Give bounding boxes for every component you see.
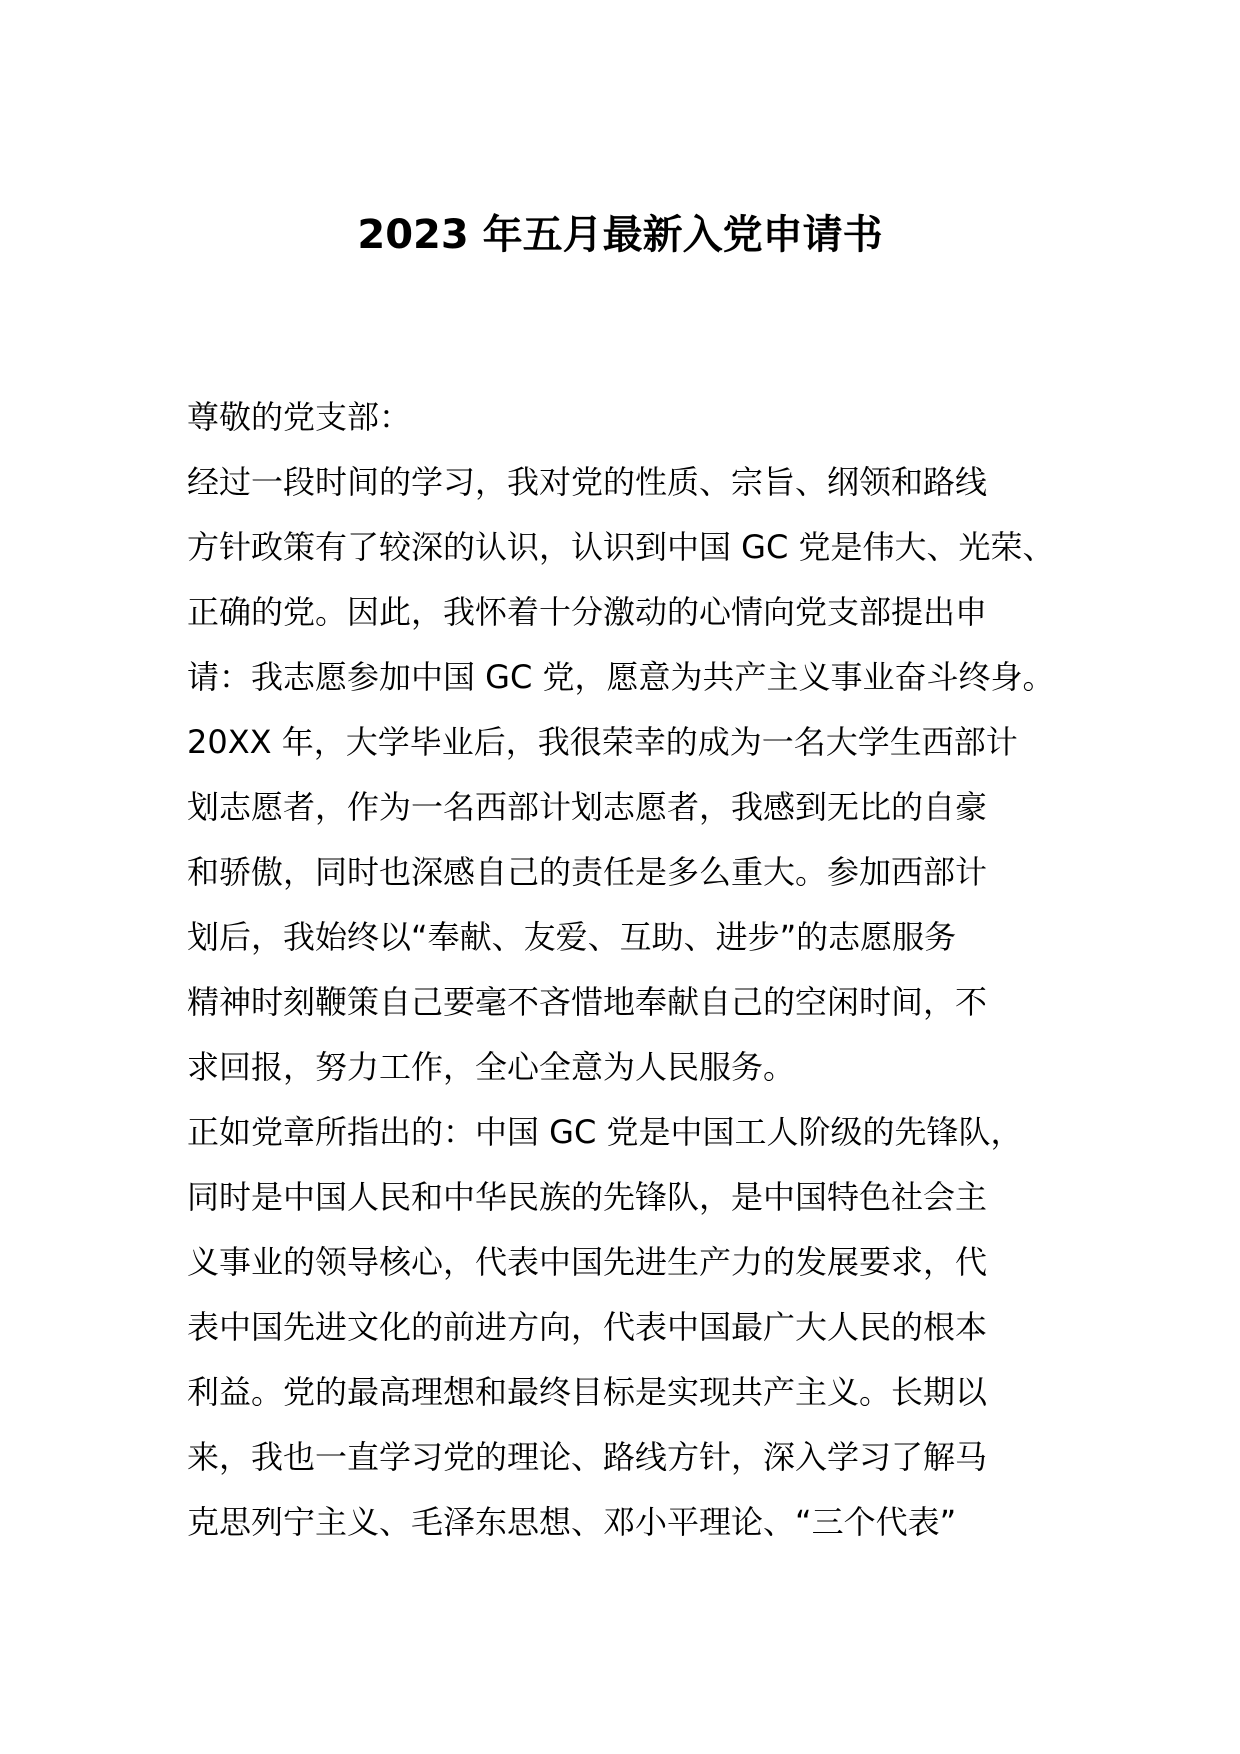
body-line: 正确的党。因此，我怀着十分激动的心情向党支部提出申 [187, 593, 988, 631]
body-line: 请：我志愿参加中国 GC 党，愿意为共产主义事业奋斗终身。 [187, 658, 1055, 696]
body-line: 克思列宁主义、毛泽东思想、邓小平理论、“三个代表” [187, 1503, 957, 1541]
body-line: 方针政策有了较深的认识，认识到中国 GC 党是伟大、光荣、 [187, 528, 1055, 566]
body-line: 划后，我始终以“奉献、友爱、互助、进步”的志愿服务 [187, 918, 957, 956]
body-line: 划志愿者，作为一名西部计划志愿者，我感到无比的自豪 [187, 788, 988, 826]
body-line: 正如党章所指出的：中国 GC 党是中国工人阶级的先锋队， [187, 1113, 1023, 1151]
body-line: 尊敬的党支部： [187, 398, 412, 436]
body-line: 利益。党的最高理想和最终目标是实现共产主义。长期以 [187, 1373, 988, 1411]
body-line: 求回报，努力工作，全心全意为人民服务。 [187, 1048, 796, 1086]
body-line: 和骄傲，同时也深感自己的责任是多么重大。参加西部计 [187, 853, 988, 891]
document-body [187, 385, 1087, 1555]
body-line: 来，我也一直学习党的理论、路线方针，深入学习了解马 [187, 1438, 988, 1476]
body-line: 同时是中国人民和中华民族的先锋队，是中国特色社会主 [187, 1178, 988, 1216]
body-line: 义事业的领导核心，代表中国先进生产力的发展要求，代 [187, 1243, 988, 1281]
body-line: 经过一段时间的学习，我对党的性质、宗旨、纲领和路线 [187, 463, 988, 501]
document-title: 2023 年五月最新入党申请书 [357, 212, 883, 258]
body-line: 20XX 年，大学毕业后，我很荣幸的成为一名大学生西部计 [187, 723, 1018, 761]
body-line: 表中国先进文化的前进方向，代表中国最广大人民的根本 [187, 1308, 988, 1346]
body-line: 精神时刻鞭策自己要毫不吝惜地奉献自己的空闲时间，不 [187, 983, 988, 1021]
